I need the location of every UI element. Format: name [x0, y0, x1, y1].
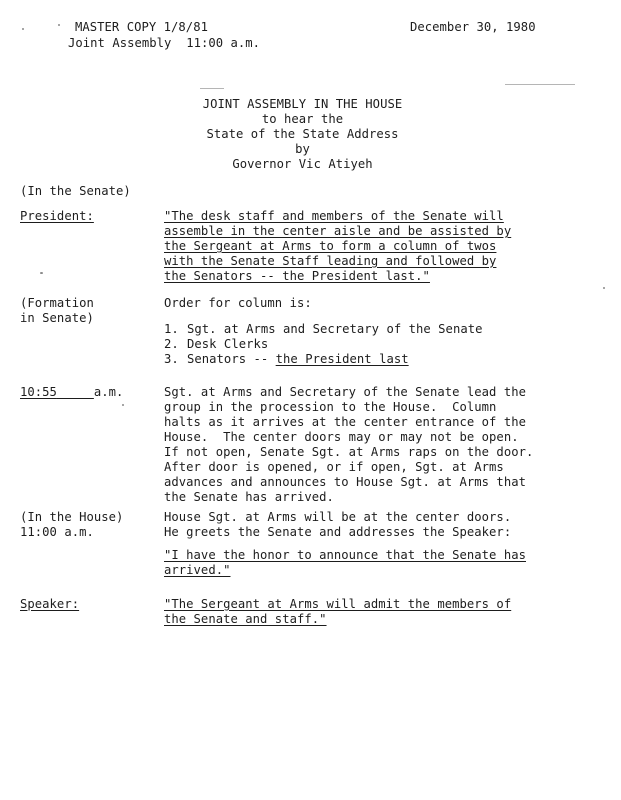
procession-line-1: Sgt. at Arms and Secretary of the Senate lead the	[164, 385, 526, 399]
house-label-line-1: (In the House)	[20, 510, 124, 524]
scan-speck	[22, 28, 24, 30]
house-text-line-2: He greets the Senate and addresses the Speaker:	[164, 525, 512, 539]
procession-line-6: After door is opened, or if open, Sgt. at Arms	[164, 460, 504, 474]
scan-speck	[603, 287, 605, 289]
formation-label-line-1: (Formation	[20, 296, 94, 310]
procession-line-7: advances and announces to House Sgt. at Arms that	[164, 475, 526, 489]
president-statement-line-5: the Senators -- the President last."	[164, 269, 430, 283]
procession-time-ampm: a.m.	[93, 385, 124, 399]
procession-line-3: halts as it arrives at the center entrance of the	[164, 415, 526, 429]
column-order-item-3-underlined: the President last	[275, 352, 409, 366]
house-quote-line-2: arrived."	[164, 563, 231, 577]
scan-smudge	[505, 84, 575, 85]
procession-line-2: group in the procession to the House. Column	[164, 400, 497, 414]
procession-line-5: If not open, Senate Sgt. at Arms raps on the door.	[164, 445, 534, 459]
title-line-1: JOINT ASSEMBLY IN THE HOUSE	[202, 97, 403, 111]
president-statement-line-2: assemble in the center aisle and be assisted by	[164, 224, 512, 238]
column-order-intro: Order for column is:	[164, 296, 312, 310]
procession-time	[20, 385, 123, 401]
column-order-item-2: Desk Clerks	[187, 337, 269, 351]
document-date: December 30, 1980	[410, 20, 536, 34]
title-line-3: State of the State Address	[206, 127, 399, 141]
president-statement-line-4: with the Senate Staff leading and followed by	[164, 254, 497, 268]
house-quote-line-1: "I have the honor to announce that the Senate has	[164, 548, 526, 562]
house-label-line-2: 11:00 a.m.	[20, 525, 94, 539]
column-order-item-3	[187, 352, 409, 368]
column-order-number-2: 2.	[164, 337, 179, 351]
president-statement-line-3: the Sergeant at Arms to form a column of twos	[164, 239, 497, 253]
house-text-line-1: House Sgt. at Arms will be at the center doors.	[164, 510, 512, 524]
senate-location-label: (In the Senate)	[20, 184, 131, 198]
procession-line-8: the Senate has arrived.	[164, 490, 334, 504]
formation-label-line-2: in Senate)	[20, 311, 94, 325]
scan-speck	[58, 24, 60, 26]
procession-line-4: House. The center doors may or may not be open.	[164, 430, 519, 444]
president-label: President:	[20, 209, 94, 223]
speaker-quote-line-1: "The Sergeant at Arms will admit the members of	[164, 597, 512, 611]
assembly-time: Joint Assembly 11:00 a.m.	[68, 36, 261, 50]
column-order-number-1: 1.	[164, 322, 179, 336]
procession-time-fill	[57, 385, 94, 399]
title-line-4: by	[295, 142, 310, 156]
scan-speck	[122, 404, 124, 406]
title-line-5: Governor Vic Atiyeh	[232, 157, 373, 171]
president-statement-line-1: "The desk staff and members of the Senate will	[164, 209, 504, 223]
column-order-number-3: 3.	[164, 352, 179, 366]
speaker-quote-line-2: the Senate and staff."	[164, 612, 327, 626]
column-order-item-1: Sgt. at Arms and Secretary of the Senate	[187, 322, 483, 336]
column-order-item-3-text: Senators --	[187, 352, 276, 366]
scan-speck	[40, 272, 43, 274]
title-line-2: to hear the	[261, 112, 344, 126]
procession-time-value: 10:55	[20, 385, 57, 399]
scan-smudge	[200, 88, 224, 89]
master-copy-stamp: MASTER COPY 1/8/81	[75, 20, 208, 34]
speaker-label: Speaker:	[20, 597, 80, 611]
